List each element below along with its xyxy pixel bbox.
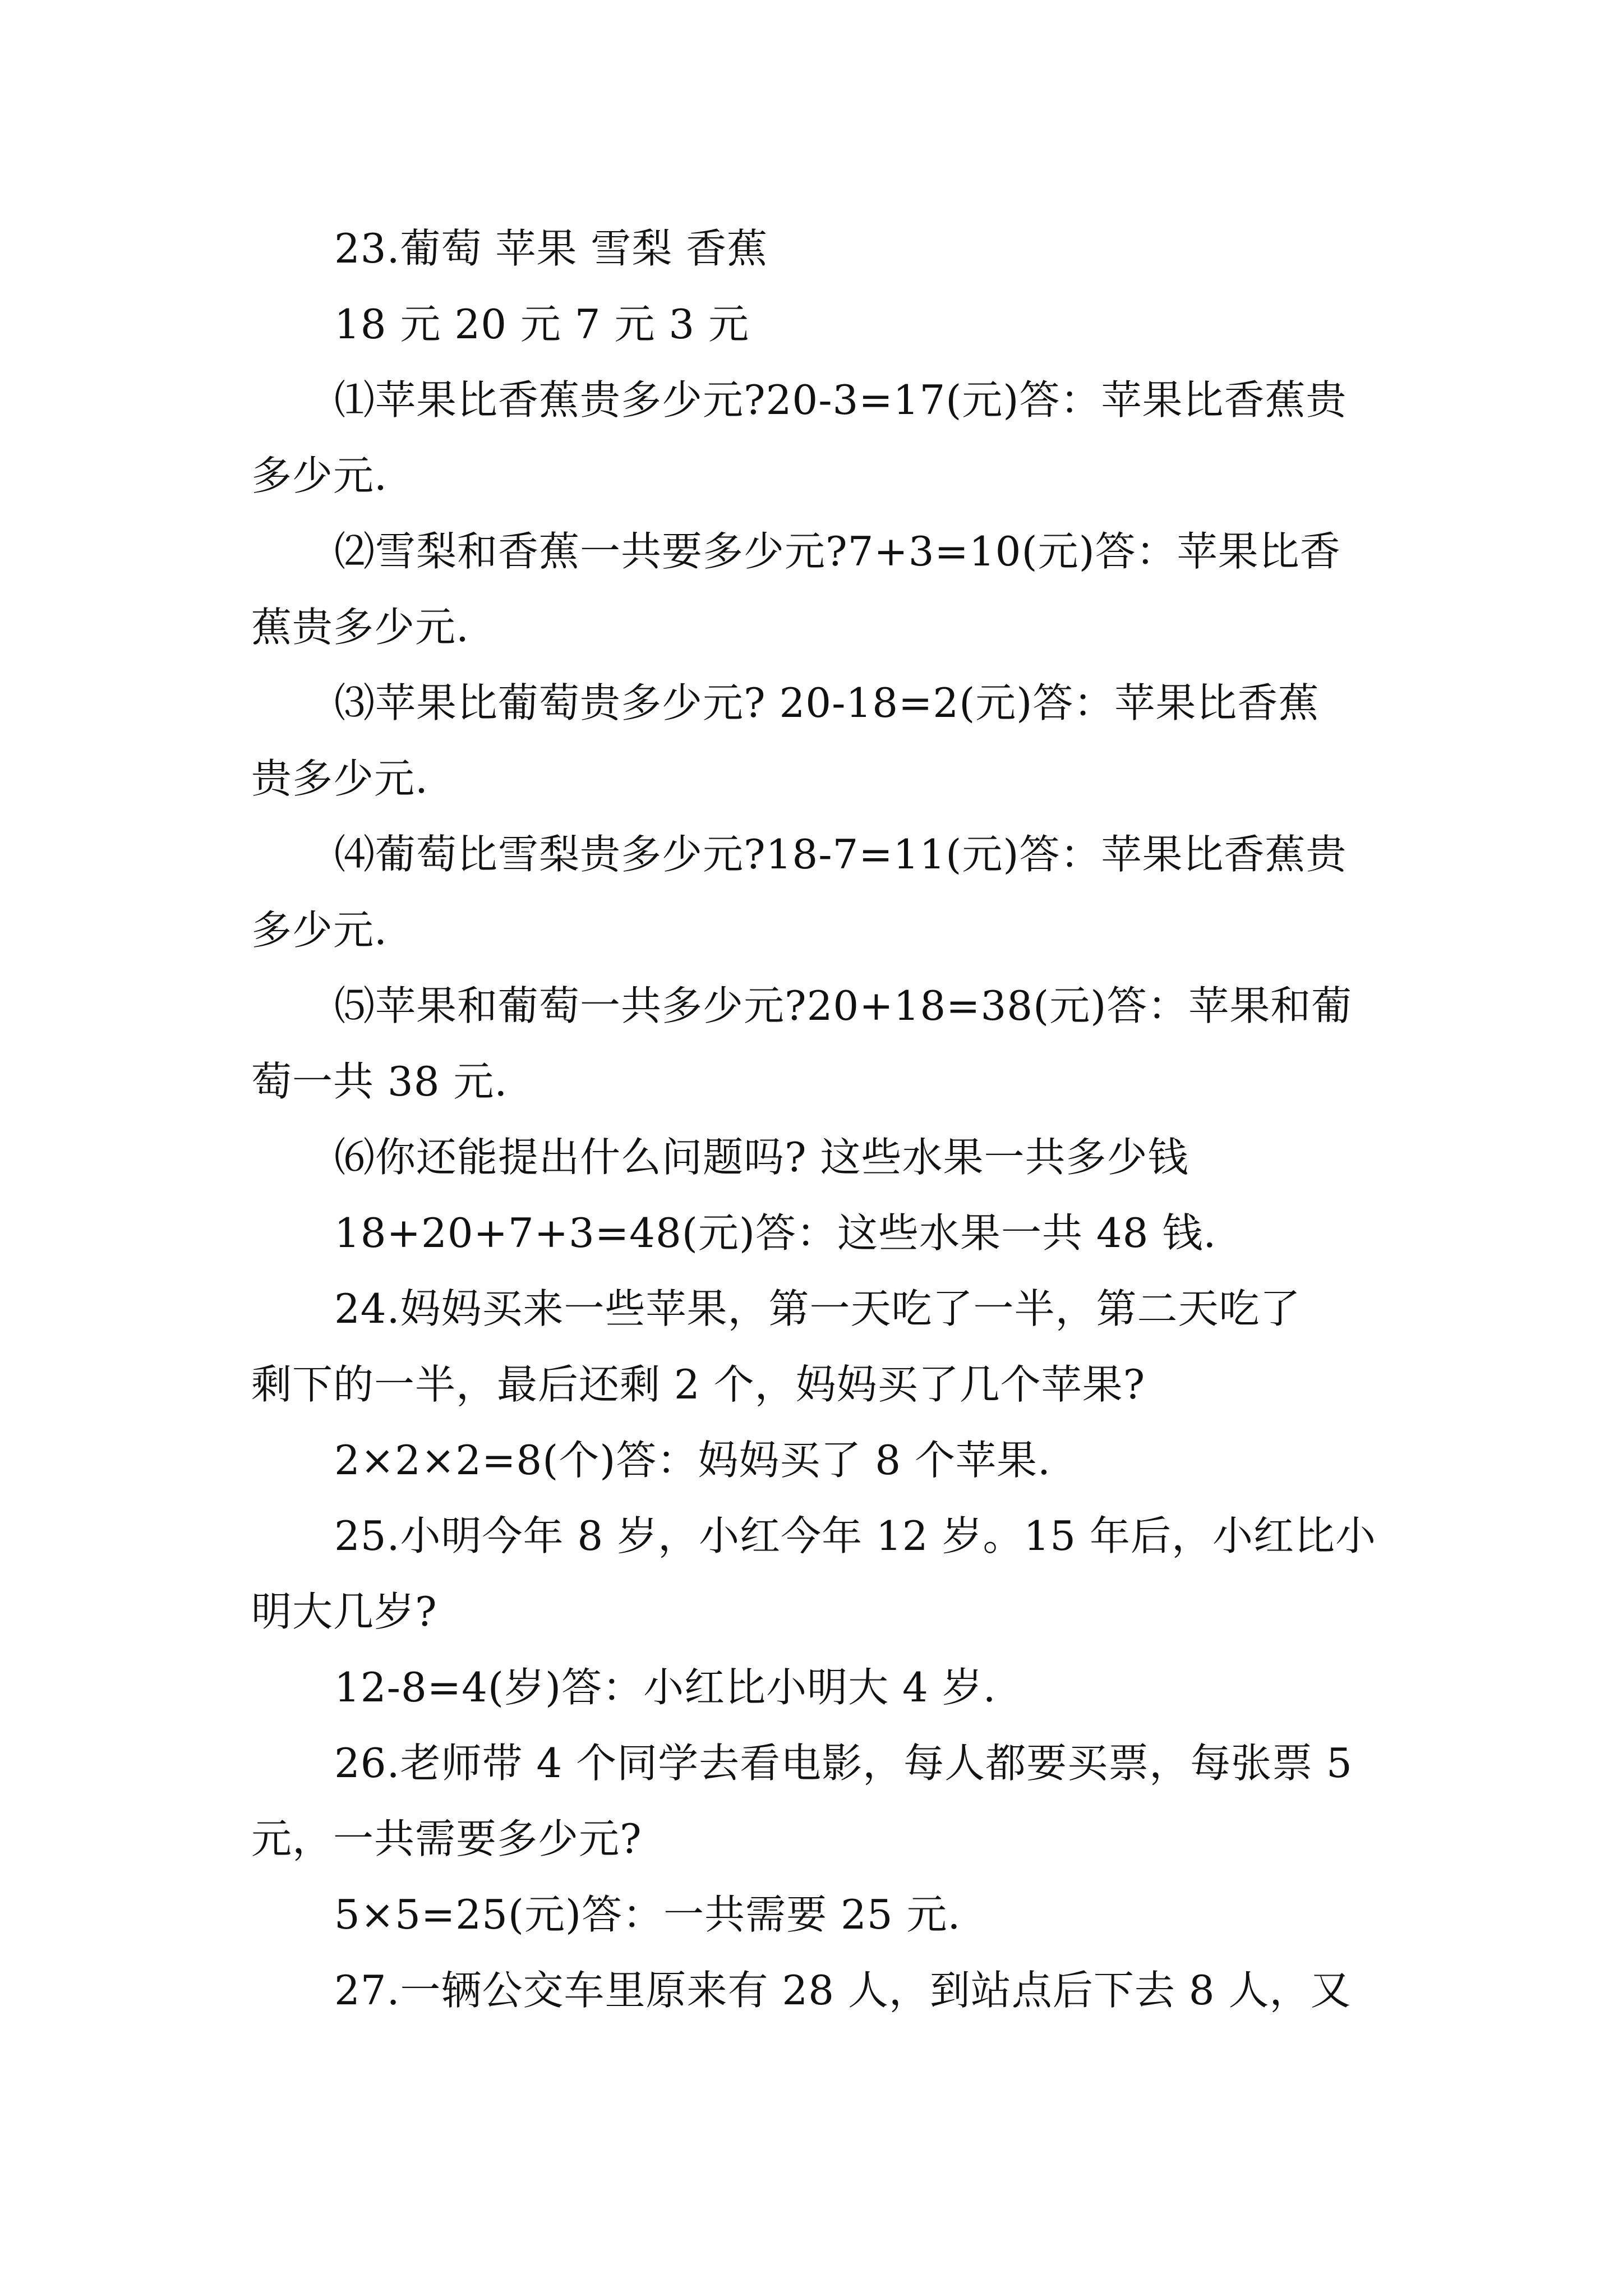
text-line: 18 元 20 元 7 元 3 元 <box>334 301 750 348</box>
text-line: 贵多少元. <box>251 755 428 802</box>
text-line: ⑵雪梨和香蕉一共要多少元?7+3=10(元)答：苹果比香 <box>334 528 1341 575</box>
text-line: 25.小明今年 8 岁，小红今年 12 岁。15 年后，小红比小 <box>334 1512 1376 1559</box>
text-line: 27.一辆公交车里原来有 28 人，到站点后下去 8 人，又 <box>334 1967 1352 2014</box>
text-line: 24.妈妈买来一些苹果，第一天吃了一半，第二天吃了 <box>334 1285 1301 1332</box>
text-line: ⑶苹果比葡萄贵多少元? 20-18=2(元)答：苹果比香蕉 <box>334 679 1320 726</box>
text-line: 26.老师带 4 个同学去看电影，每人都要买票，每张票 5 <box>334 1740 1353 1787</box>
text-line: 元，一共需要多少元? <box>251 1815 642 1862</box>
text-line: 18+20+7+3=48(元)答：这些水果一共 48 钱. <box>334 1209 1217 1257</box>
text-line: ⑹你还能提出什么问题吗? 这些水果一共多少钱 <box>334 1134 1189 1181</box>
text-line: 萄一共 38 元. <box>251 1058 508 1105</box>
text-line: 多少元. <box>251 907 388 954</box>
text-line: 剩下的一半，最后还剩 2 个，妈妈买了几个苹果? <box>251 1361 1146 1408</box>
text-line: 23.葡萄 苹果 雪梨 香蕉 <box>334 225 768 272</box>
text-line: 蕉贵多少元. <box>251 604 469 651</box>
text-line: 12-8=4(岁)答：小红比小明大 4 岁. <box>334 1664 997 1711</box>
text-line: 5×5=25(元)答：一共需要 25 元. <box>334 1891 961 1938</box>
text-line: 明大几岁? <box>251 1588 437 1635</box>
text-line: ⑷葡萄比雪梨贵多少元?18-7=11(元)答：苹果比香蕉贵 <box>334 831 1347 878</box>
text-line: ⑴苹果比香蕉贵多少元?20-3=17(元)答：苹果比香蕉贵 <box>334 376 1347 424</box>
document-body <box>251 211 1378 2028</box>
text-line: 多少元. <box>251 452 388 499</box>
text-line: 2×2×2=8(个)答：妈妈买了 8 个苹果. <box>334 1437 1051 1484</box>
text-line: ⑸苹果和葡萄一共多少元?20+18=38(元)答：苹果和葡 <box>334 982 1353 1029</box>
